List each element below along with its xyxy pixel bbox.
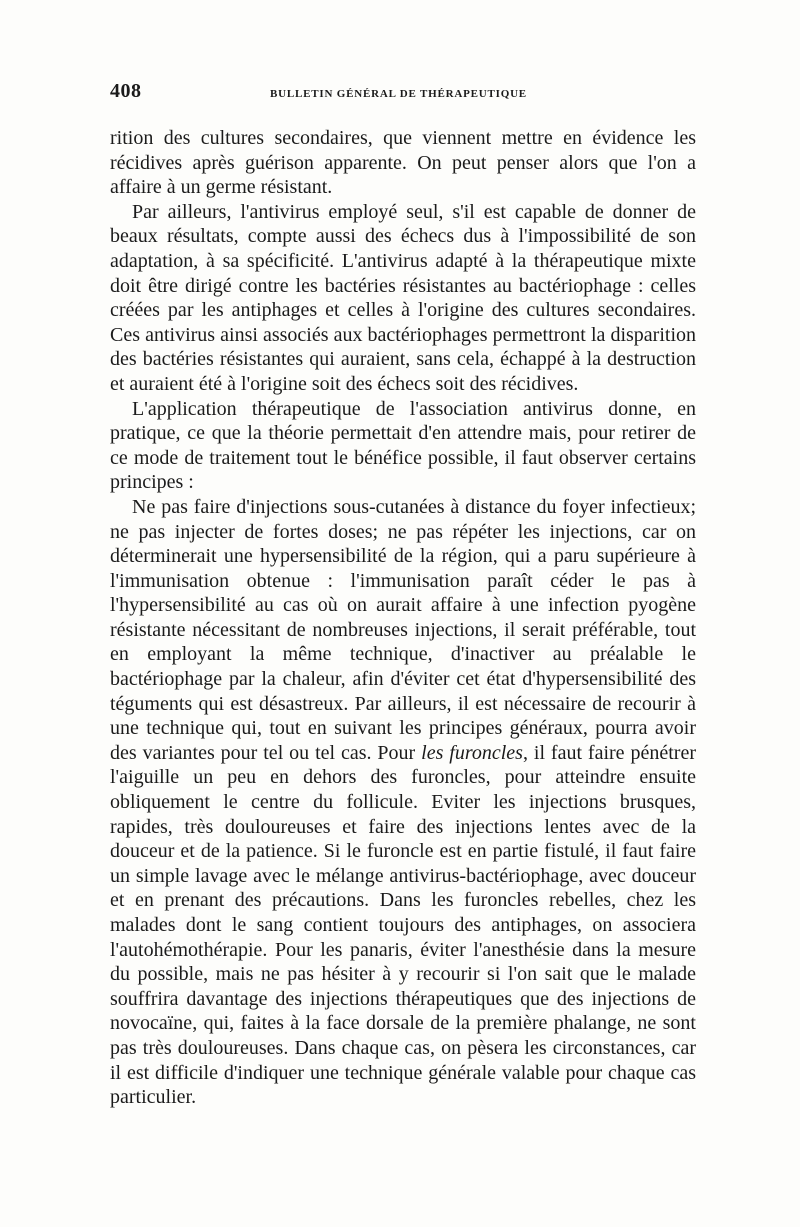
paragraph <box>110 200 696 397</box>
paragraph-text: , il faut faire pénétrer l'aiguille un peu en dehors des furoncles, pour atteindre ensuite obliquement le centre du follicule. Eviter les injections brusques, rapides, très douloureuses et faire des injections lentes avec de la douceur et de la patience. Si le furoncle est en partie fistulé, il faut faire un simple lavage avec le mélange antivirus-bactériophage, avec douceur et en prenant des précautions. Dans les furoncles rebelles, chez les malades dont le sang contient toujours des antiphages, on associera l'autohémothérapie. Pour les panaris, éviter l'anesthésie dans la mesure du possible, mais ne pas hésiter à y recourir si l'on sait que le malade souffrira davantage des injections thérapeutiques que des injections de novocaïne, qui, faites à la face dorsale de la première phalange, ne sont pas très douloureuses. Dans chaque cas, on pèsera les circonstances, car il est difficile d'indiquer une technique générale valable pour chaque cas particulier. <box>110 741 696 1109</box>
paragraph <box>110 397 696 495</box>
paragraph-text: Ne pas faire d'injections sous-cutanées à distance du foyer infectieux; ne pas injecter de fortes doses; ne pas répéter les injections, car on déterminerait une hypersensibilité de la région, qui a paru supérieure à l'immunisation obtenue : l'immunisation paraît céder le pas à l'hypersensibilité au cas où on aurait affaire à une infection pyogène résistante nécessitant de nombreuses injections, il serait préférable, tout en employant la même technique, d'inactiver au préalable le bactériophage par la chaleur, afin d'éviter cet état d'hypersensibilité des téguments qui est désastreux. Par ailleurs, il est nécessaire de recourir à une technique qui, tout en suivant les principes généraux, pourra avoir des variantes pour tel ou tel cas. Pour <box>110 495 696 764</box>
paragraph <box>110 495 696 1110</box>
running-title: BULLETIN GÉNÉRAL DE THÉRAPEUTIQUE <box>270 88 527 100</box>
paragraph-text: L'application thérapeutique de l'association antivirus donne, en pratique, ce que la théorie permettait d'en attendre mais, pour retirer de ce mode de traitement tout le bénéfice possible, il faut observer certains principes : <box>110 397 696 494</box>
page-header <box>110 78 700 108</box>
paragraph-text: Par ailleurs, l'antivirus employé seul, s'il est capable de donner de beaux résultats, compte aussi des échecs dus à l'impossibilité de son adaptation, à sa spécificité. L'antivirus adapté à la thérapeutique mixte doit être dirigé contre les bactéries résistantes au bactériophage : celles créées par les antiphages et celles à l'origine des cultures secondaires. Ces antivirus ainsi associés aux bactériophages permettront la disparition des bactéries résistantes qui auraient, sans cela, échappé à la destruction et auraient été à l'origine soit des échecs soit des récidives. <box>110 200 696 395</box>
italic-text: les furoncles <box>421 741 523 764</box>
paragraph <box>110 126 696 200</box>
page-number: 408 <box>110 80 142 102</box>
body-text <box>110 126 696 1110</box>
paragraph-text: rition des cultures secondaires, que viennent mettre en évidence les récidives après guérison apparente. On peut penser alors que l'on a affaire à un germe résistant. <box>110 127 696 199</box>
